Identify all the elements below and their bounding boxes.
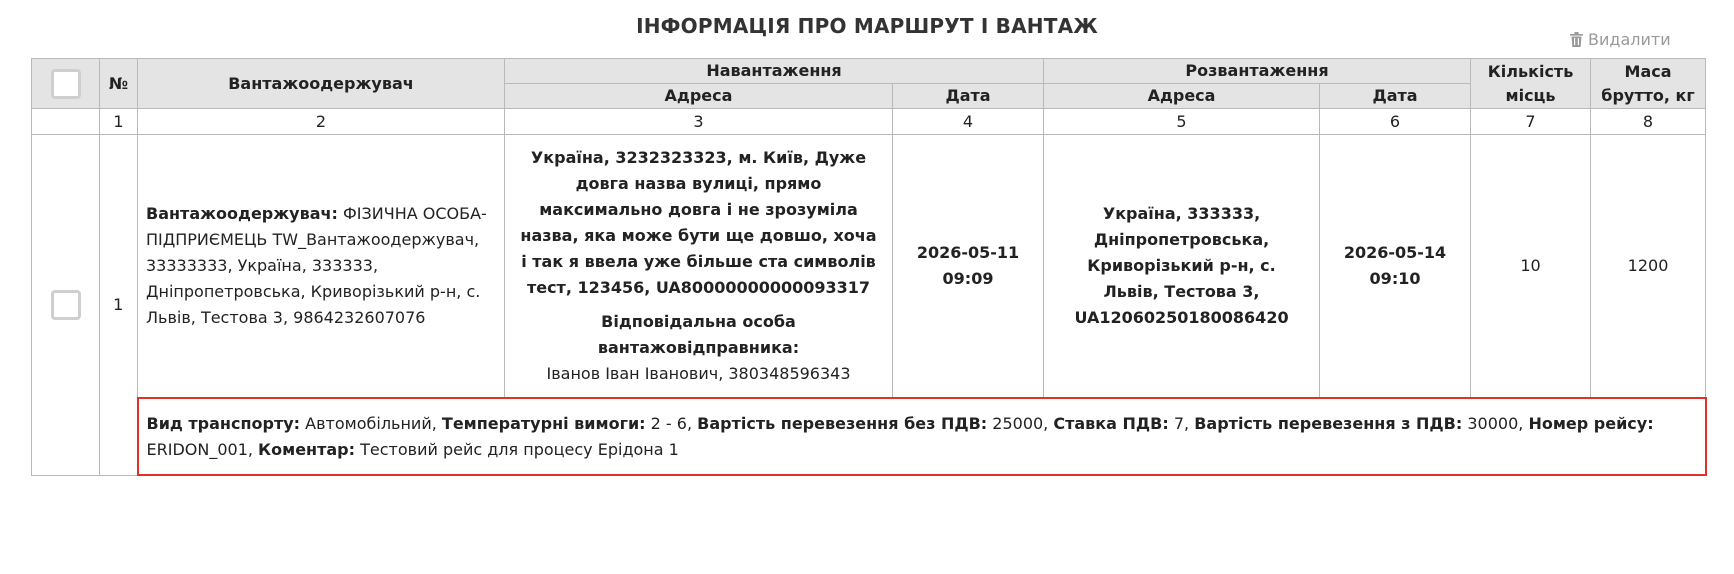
unloading-date: 2026-05-14 09:10 [1320, 135, 1471, 399]
gross-weight: 1200 [1591, 135, 1706, 399]
transport-info-cell [138, 398, 1706, 475]
page-title: ІНФОРМАЦІЯ ПРО МАРШРУТ І ВАНТАЖ [636, 14, 1098, 38]
vat-rate-value: 7, [1173, 414, 1190, 433]
column-number: 7 [1471, 109, 1591, 135]
column-number: 4 [893, 109, 1044, 135]
header-unloading-date: Дата [1320, 84, 1471, 109]
row-number: 1 [100, 135, 138, 476]
header-unloading-address: Адреса [1044, 84, 1320, 109]
route-table [31, 58, 1707, 476]
trash-icon [1570, 32, 1583, 47]
row-select-cell [32, 135, 100, 476]
select-all-checkbox[interactable] [51, 69, 81, 99]
table-row [32, 135, 1706, 399]
comment-label: Коментар: [258, 440, 356, 459]
recipient-value: ФІЗИЧНА ОСОБА-ПІДПРИЄМЕЦЬ TW_Вантажоодержувач, 33333333, Україна, 333333, Дніпропетровська, Криворізький р-н, с. Львів, Тестова 3, 9864232607076 [146, 204, 487, 327]
recipient-label: Вантажоодержувач: [146, 204, 338, 223]
transport-type-value: Автомобільний, [305, 414, 437, 433]
column-number-row [32, 109, 1706, 135]
column-number: 1 [100, 109, 138, 135]
column-number: 5 [1044, 109, 1320, 135]
header-weight: Маса брутто, кг [1591, 59, 1706, 109]
transport-type-label: Вид транспорту: [146, 414, 301, 433]
column-number: 2 [138, 109, 505, 135]
cost-with-vat-label: Вартість перевезення з ПДВ: [1194, 414, 1463, 433]
column-number: 3 [505, 109, 893, 135]
vat-rate-label: Ставка ПДВ: [1053, 414, 1169, 433]
cost-without-vat-value: 25000, [992, 414, 1049, 433]
recipient-cell [138, 135, 505, 399]
column-number: 8 [1591, 109, 1706, 135]
places-count: 10 [1471, 135, 1591, 399]
transport-info-row [32, 398, 1706, 475]
comment-value: Тестовий рейс для процесу Ерідона 1 [360, 440, 679, 459]
cost-with-vat-value: 30000, [1467, 414, 1524, 433]
trip-number-value: ERIDON_001, [146, 440, 253, 459]
temperature-value: 2 - 6, [650, 414, 693, 433]
header-loading: Навантаження [505, 59, 1044, 84]
delete-button-label: Видалити [1588, 30, 1671, 49]
select-all-cell [32, 59, 100, 109]
temperature-label: Температурні вимоги: [441, 414, 646, 433]
unloading-address: Україна, 333333, Дніпропетровська, Криворізький р-н, с. Львів, Тестова 3, UA12060250180086420 [1044, 135, 1320, 399]
column-number-empty [32, 109, 100, 135]
column-number: 6 [1320, 109, 1471, 135]
header-number: № [100, 59, 138, 109]
responsible-person-value: Іванов Іван Іванович, 380348596343 [546, 364, 851, 383]
loading-address-cell [505, 135, 893, 399]
delete-button[interactable] [1570, 30, 1671, 49]
loading-date: 2026-05-11 09:09 [893, 135, 1044, 399]
header-loading-date: Дата [893, 84, 1044, 109]
header-loading-address: Адреса [505, 84, 893, 109]
trip-number-label: Номер рейсу: [1528, 414, 1654, 433]
header-recipient: Вантажоодержувач [138, 59, 505, 109]
row-checkbox[interactable] [51, 290, 81, 320]
header-unloading: Розвантаження [1044, 59, 1471, 84]
cost-without-vat-label: Вартість перевезення без ПДВ: [697, 414, 988, 433]
header-places: Кількість місць [1471, 59, 1591, 109]
responsible-person-label: Відповідальна особа вантажовідправника: [597, 312, 800, 357]
loading-address: Україна, 3232323323, м. Київ, Дуже довга назва вулиці, прямо максимально довга і не зрозуміла назва, яка може бути ще довшо, хоча і так я ввела уже більше ста символів тест, 123456, UA80000000000093317 [520, 148, 877, 297]
